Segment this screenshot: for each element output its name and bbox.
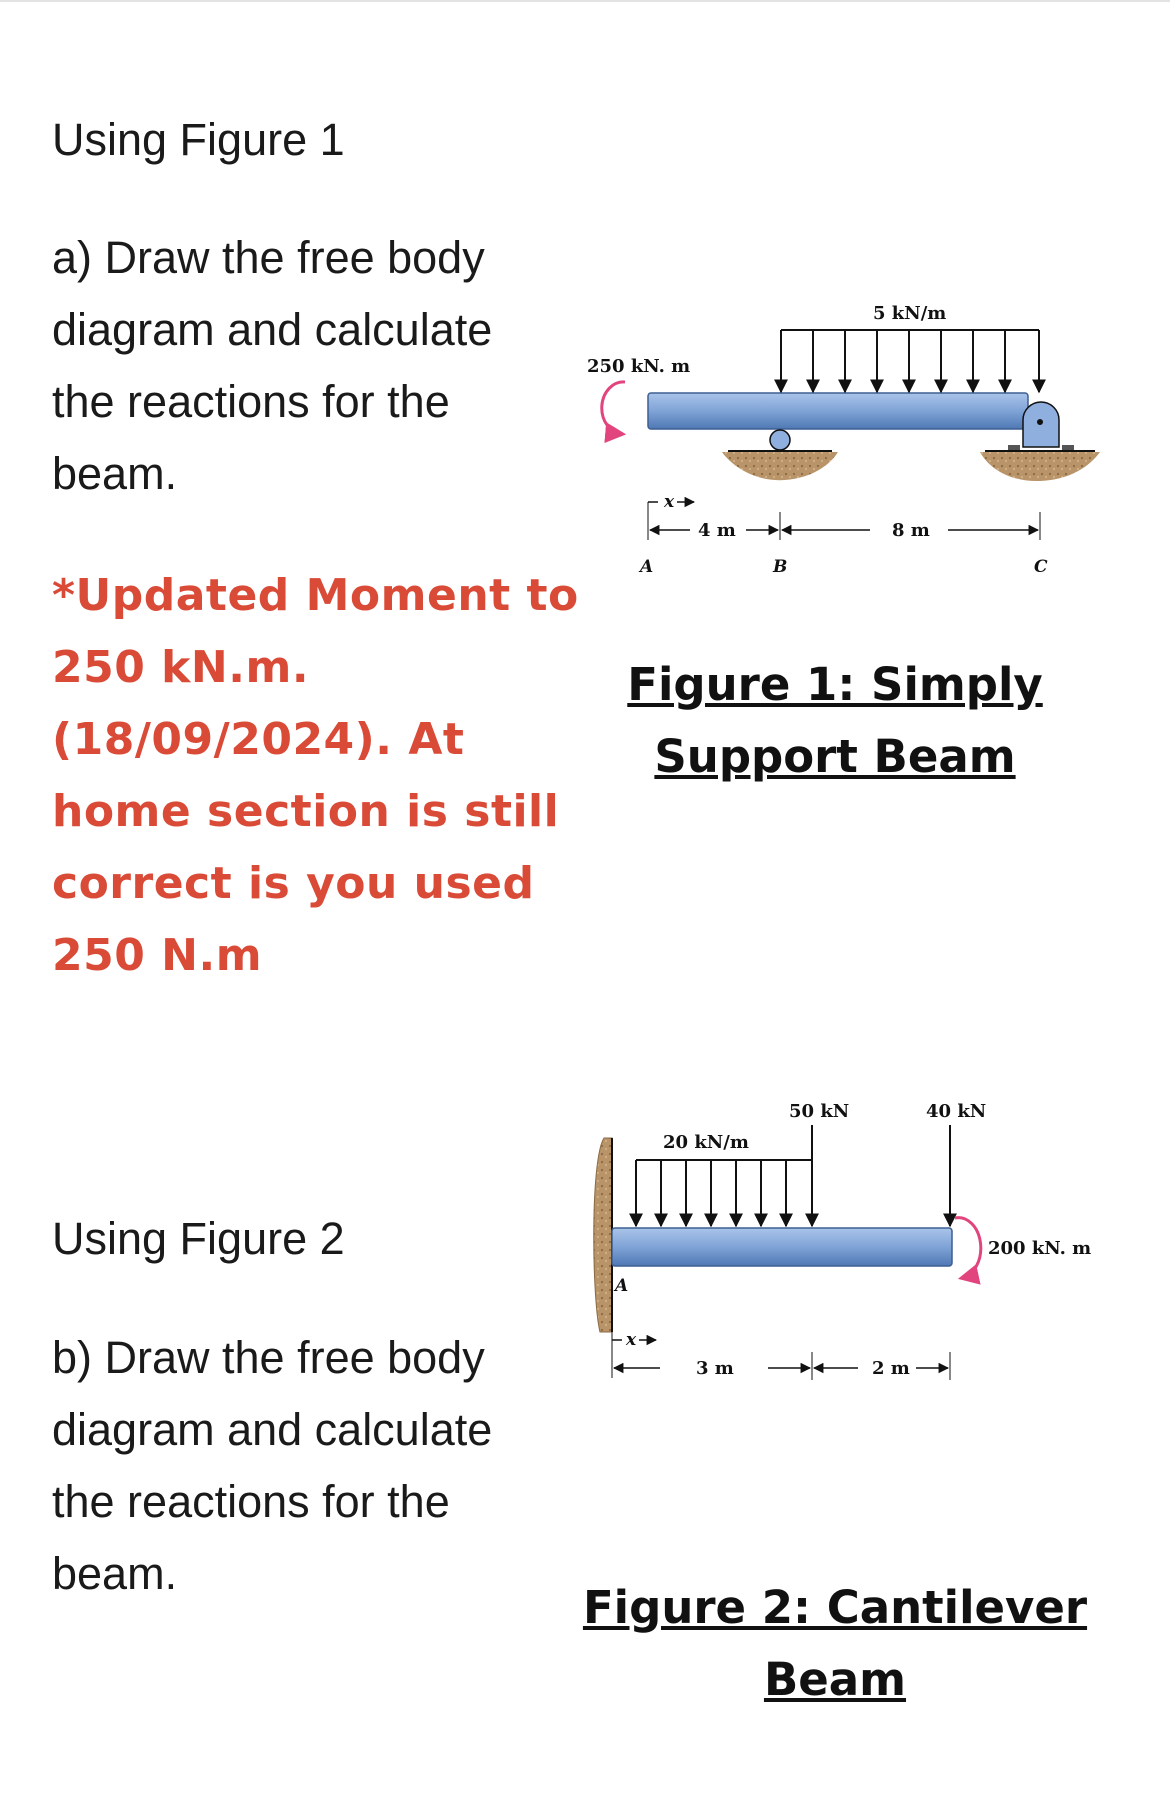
fig1-point-a: A xyxy=(640,557,654,577)
question-line: b) Draw the free body xyxy=(52,1332,485,1383)
fig1-point-b: B xyxy=(773,557,788,577)
fig2-wall-icon xyxy=(594,1138,612,1332)
figure2-diagram xyxy=(594,1101,1091,1380)
question-line: beam. xyxy=(52,448,178,499)
fig2-point-a: A xyxy=(615,1276,629,1296)
fig1-roller-support-icon xyxy=(722,430,838,480)
note-line: 250 kN.m. xyxy=(52,642,310,693)
note-line: 250 N.m xyxy=(52,930,263,981)
note-line: (18/09/2024). At xyxy=(52,714,465,765)
fig2-x-label: x xyxy=(626,1330,637,1350)
fig2-load-label: 20 kN/m xyxy=(663,1132,749,1153)
question-line: a) Draw the free body xyxy=(52,232,485,283)
note-line: *Updated Moment to xyxy=(52,570,579,621)
question-line: diagram and calculate xyxy=(52,304,493,355)
fig1-dim-4m: 4 m xyxy=(698,520,736,541)
figure2-caption: Figure 2: Cantilever Beam xyxy=(582,1581,1088,1706)
figure1-caption: Figure 1: Simply Support Beam xyxy=(627,658,1043,783)
question-line: the reactions for the xyxy=(52,376,450,427)
fig2-beam xyxy=(612,1228,952,1266)
fig2-dim-2m: 2 m xyxy=(872,1358,910,1379)
fig2-moment-arrow-icon xyxy=(955,1218,981,1278)
fig1-distributed-load-arrows xyxy=(781,330,1039,392)
note-line: home section is still xyxy=(52,786,560,837)
fig1-x-label: x xyxy=(664,492,675,512)
fig1-point-c: C xyxy=(1034,557,1048,577)
fig2-distributed-load-arrows xyxy=(636,1160,786,1226)
note-line: correct is you used xyxy=(52,858,535,909)
fig1-beam xyxy=(648,393,1028,429)
part-b-heading: Using Figure 2 xyxy=(52,1213,345,1264)
question-line: diagram and calculate xyxy=(52,1404,493,1455)
fig2-point-load-2-label: 40 kN xyxy=(926,1101,987,1122)
fig1-load-label: 5 kN/m xyxy=(873,303,947,324)
fig1-dim-8m: 8 m xyxy=(892,520,930,541)
part-a-heading: Using Figure 1 xyxy=(52,114,345,165)
fig1-moment-label: 250 kN. m xyxy=(587,356,691,377)
fig2-dim-3m: 3 m xyxy=(696,1358,734,1379)
fig1-moment-arrow-icon xyxy=(602,382,625,434)
question-line: beam. xyxy=(52,1548,178,1599)
fig2-point-load-1-label: 50 kN xyxy=(789,1101,850,1122)
figure1-diagram xyxy=(587,303,1100,577)
question-line: the reactions for the xyxy=(52,1476,450,1527)
fig2-moment-label: 200 kN. m xyxy=(988,1238,1092,1259)
